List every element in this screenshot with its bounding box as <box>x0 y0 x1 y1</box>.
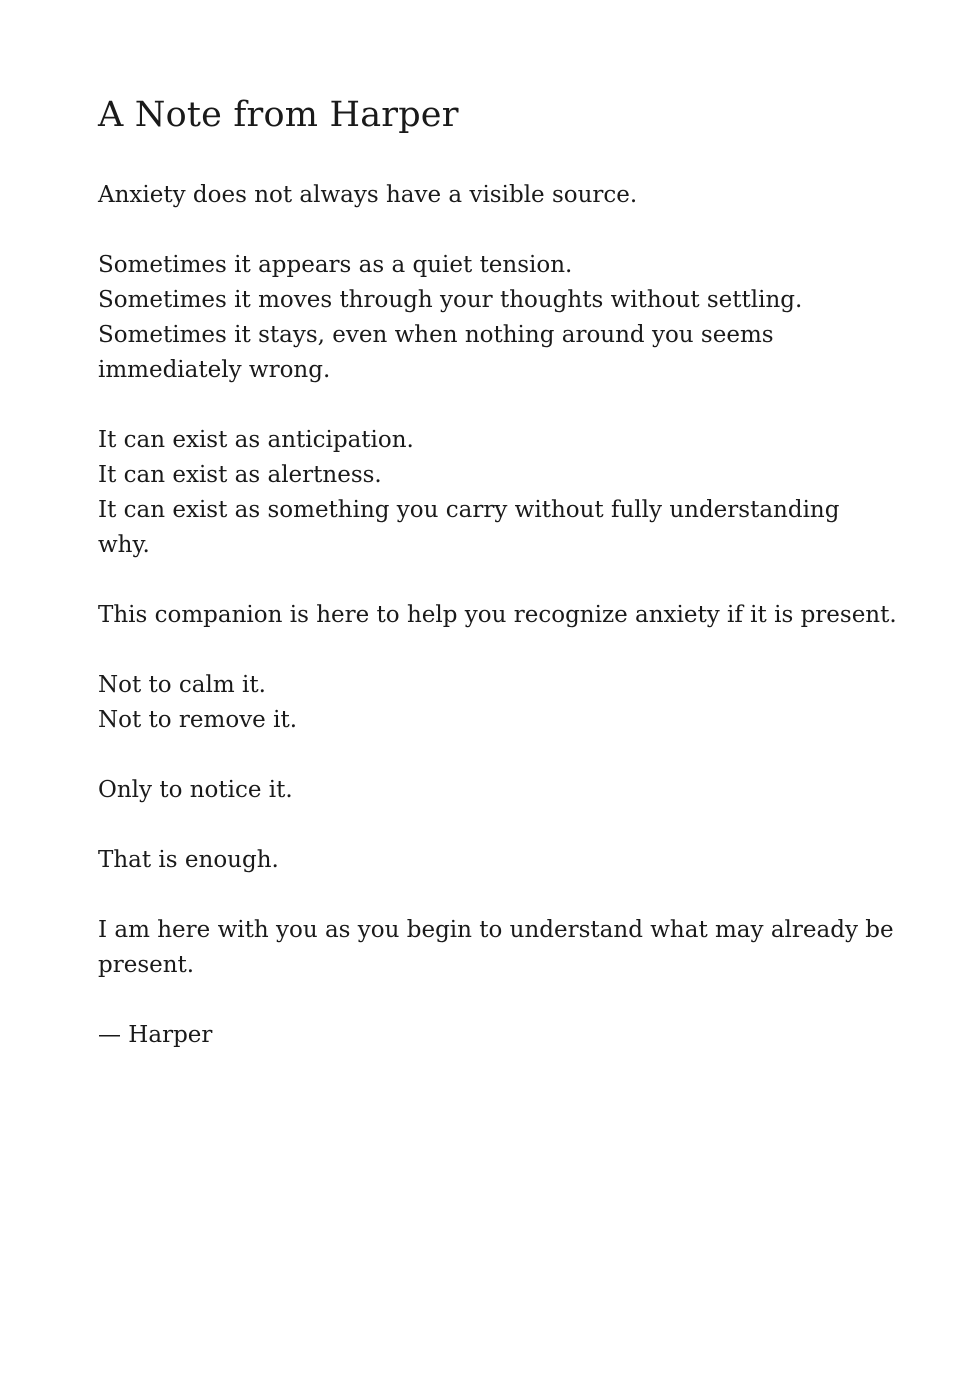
paragraph-2 <box>98 248 898 388</box>
text-line: Sometimes it appears as a quiet tension. <box>98 252 573 278</box>
paragraph-8 <box>98 913 898 983</box>
page-title: A Note from Harper <box>98 95 459 135</box>
text-line: That is enough. <box>98 847 279 873</box>
paragraph-7 <box>98 843 898 878</box>
paragraph-3 <box>98 423 898 563</box>
text-line: It can exist as anticipation. <box>98 427 414 453</box>
text-line: It can exist as alertness. <box>98 462 382 488</box>
text-line: Anxiety does not always have a visible source. <box>98 182 638 208</box>
text-line: Sometimes it moves through your thoughts without settling. <box>98 287 803 313</box>
text-line: Only to notice it. <box>98 777 293 803</box>
text-line: It can exist as something you carry without fully understanding why. <box>98 497 840 558</box>
signature: — Harper <box>98 1022 213 1048</box>
paragraph-1 <box>98 178 898 213</box>
text-line: Sometimes it stays, even when nothing around you seems immediately wrong. <box>98 322 774 383</box>
text-line: Not to calm it. <box>98 672 266 698</box>
text-line: Not to remove it. <box>98 707 298 733</box>
paragraph-6 <box>98 773 898 808</box>
note-page <box>98 88 898 1053</box>
text-line: This companion is here to help you recognize anxiety if it is present. <box>98 602 897 628</box>
paragraph-4 <box>98 598 898 633</box>
paragraph-5 <box>98 668 898 738</box>
text-line: I am here with you as you begin to understand what may already be present. <box>98 917 894 978</box>
